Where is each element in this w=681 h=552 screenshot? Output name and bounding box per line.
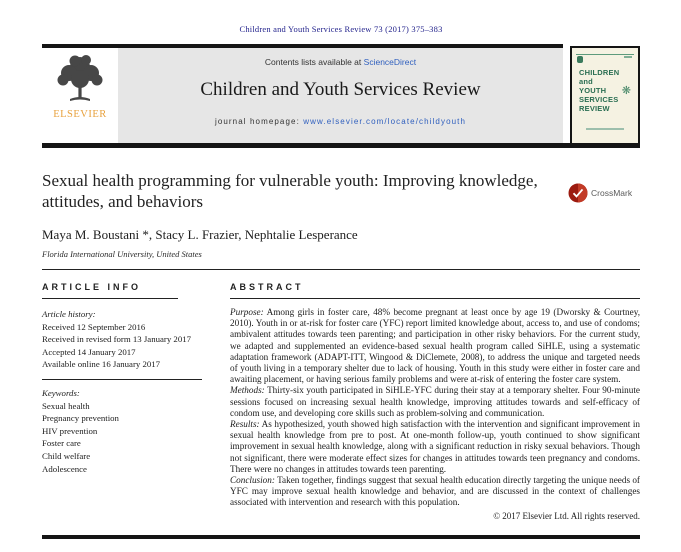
article-history-label: Article history: <box>42 309 96 319</box>
cover-issue-mark <box>624 56 632 58</box>
results-label: Results: <box>230 419 260 430</box>
journal-citation: Children and Youth Services Review 73 (2017) 375–383 <box>239 24 443 34</box>
cover-title-line: REVIEW <box>579 104 610 113</box>
history-entry: Available online 16 January 2017 <box>42 359 161 370</box>
purpose-text: Among girls in foster care, 48% become pregnant at least once by age 19 (Dworsky & Courtney, 2010). Youth in or at-risk for foster care (YFC) report limited knowledge about, access to, and use of condoms; ambivalent attitudes towards teen parenting; and participation in other risky behaviors. For the current study, we adapted and supplemented an evidence-based sexual health program called SiHLE, using a systematic adaptation framework (ADAPT-ITT, Wingood & DiClemete, 2008), to address the unique and targeted needs of youth living in a temporary shelter due to lack of housing. Youth in this study were either in foster care and awaiting placement, or having serious family problems and were at-risk of entering the foster care system. <box>230 307 640 385</box>
keyword: Adolescence <box>42 463 87 474</box>
abstract-results <box>230 419 640 475</box>
keywords-divider <box>42 379 202 380</box>
results-text: As hypothesized, youth showed high satisfaction with the intervention and significant improvement in sexual health knowledge from pre to post. At one-month follow-up, youth continued to show significant improvement in sexual health knowledge, along with a significant reduction in risky sexual behaviors. Though not significant, there were moderate effect sizes for changes in attitudes towards teen pregnancy and condoms. There were no changes in attitudes towards teen parenting. <box>230 419 640 474</box>
copyright-line: © 2017 Elsevier Ltd. All rights reserved. <box>493 510 640 521</box>
journal-title: Children and Youth Services Review <box>200 79 481 100</box>
abstract-heading: ABSTRACT <box>230 282 304 292</box>
article-info-column <box>42 282 210 522</box>
abstract-purpose <box>230 307 640 385</box>
keyword: HIV prevention <box>42 425 98 436</box>
homepage-line <box>118 117 563 126</box>
homepage-prefix: journal homepage: <box>214 117 300 126</box>
crossmark-icon <box>568 183 588 203</box>
cover-title-line: SERVICES <box>579 95 619 104</box>
article-info-rule <box>42 298 178 299</box>
contents-prefix: Contents lists available at <box>264 57 362 67</box>
elsevier-wordmark: ELSEVIER <box>53 109 107 120</box>
page-bottom-rule <box>42 535 640 539</box>
purpose-label: Purpose: <box>230 307 264 317</box>
author-list: Maya M. Boustani *, Stacy L. Frazier, Nephtalie Lesperance <box>42 227 358 242</box>
cover-publisher-icon <box>577 56 583 63</box>
journal-header <box>42 44 640 148</box>
cover-bottom-rule <box>586 128 624 130</box>
article-history <box>42 308 210 371</box>
abstract-column <box>230 282 640 522</box>
cover-title <box>579 68 619 113</box>
elsevier-logo <box>42 48 118 143</box>
abstract-body <box>230 307 640 522</box>
section-divider <box>42 269 640 270</box>
abstract-conclusion <box>230 475 640 509</box>
history-entry: Accepted 14 January 2017 <box>42 346 136 357</box>
cover-title-line: YOUTH <box>579 86 607 95</box>
article-title: Sexual health programming for vulnerable youth: Improving knowledge, attitudes, and behaviors <box>42 171 538 211</box>
homepage-url-link[interactable]: www.elsevier.com/locate/childyouth <box>303 117 467 126</box>
cover-top-rule <box>576 54 634 55</box>
history-entry: Received 12 September 2016 <box>42 321 146 332</box>
conclusion-label: Conclusion: <box>230 475 275 486</box>
cover-title-line: and <box>579 77 593 86</box>
history-entry: Received in revised form 13 January 2017 <box>42 334 192 345</box>
article-info-heading: ARTICLE INFO <box>42 282 141 292</box>
keyword: Child welfare <box>42 450 91 461</box>
crossmark-label: CrossMark <box>591 188 633 198</box>
conclusion-text: Taken together, findings suggest that sexual health education directly targeting the unique needs of YFC may improve sexual health knowledge and behavior, and are discussed in the context of challenges associated with intervention and research with this population. <box>230 475 640 508</box>
keywords-block <box>42 387 210 475</box>
journal-banner <box>118 48 563 143</box>
methods-text: Thirty-six youth participated in SiHLE-YFC during their stay at a temporary shelter. Four 90-minute sessions focused on increasing sexual health knowledge, improving attitudes towards and self-efficacy of condom use, and developing core skills such as problem-solving and communication. <box>230 385 640 418</box>
keyword: Foster care <box>42 438 81 449</box>
cover-ornament-icon: ❋ <box>621 84 631 97</box>
journal-cover-thumbnail[interactable] <box>570 46 640 146</box>
header-bottom-rule <box>42 143 640 148</box>
elsevier-tree-icon <box>48 52 112 108</box>
crossmark-badge[interactable] <box>568 174 640 212</box>
methods-label: Methods: <box>230 385 265 396</box>
contents-line <box>118 57 563 67</box>
cover-title-line: CHILDREN <box>579 68 620 77</box>
keyword: Sexual health <box>42 400 90 411</box>
sciencedirect-link[interactable]: ScienceDirect <box>363 57 417 67</box>
abstract-rule <box>230 298 640 299</box>
abstract-methods <box>230 385 640 419</box>
keyword: Pregnancy prevention <box>42 413 119 424</box>
affiliation: Florida International University, United States <box>42 249 202 259</box>
keywords-label: Keywords: <box>42 387 80 398</box>
